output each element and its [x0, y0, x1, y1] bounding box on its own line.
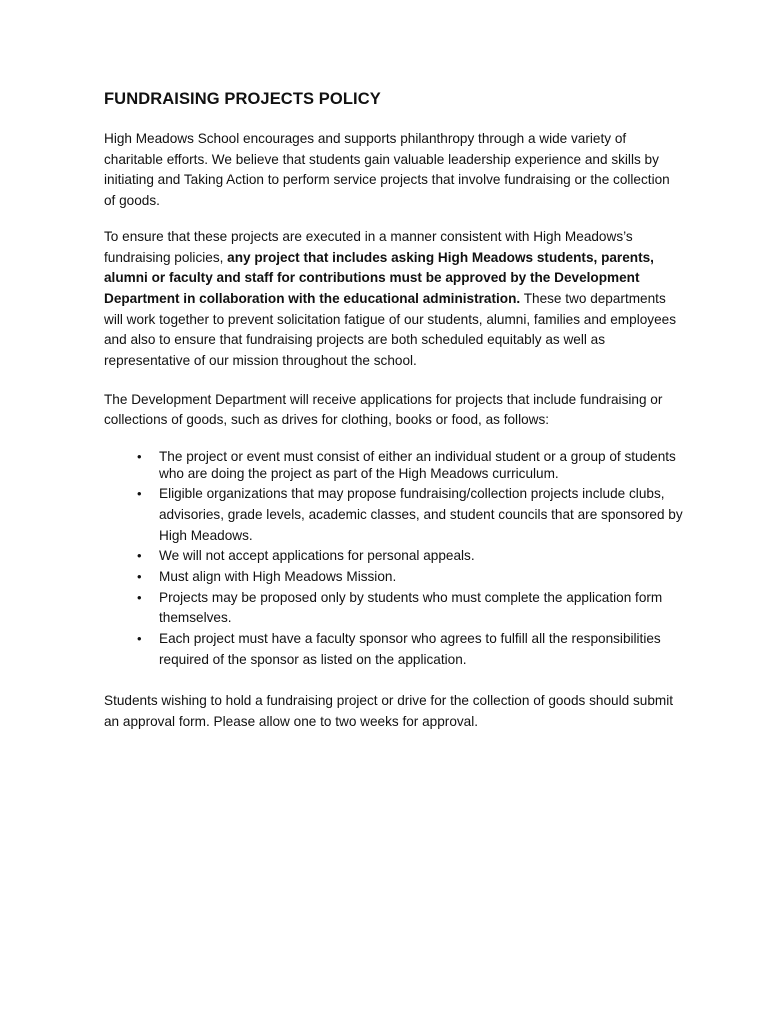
list-item-text: We will not accept applications for personal appeals.	[159, 548, 475, 564]
document-page	[104, 90, 684, 748]
policy-paragraph	[104, 227, 684, 372]
list-item-text: Each project must have a faculty sponsor who agrees to fulfill all the responsibilities required of the sponsor as listed on the application.	[159, 631, 661, 667]
list-item-text: Eligible organizations that may propose fundraising/collection projects include clubs, advisories, grade levels, academic classes, and student councils that are sponsored by High Meadows.	[159, 486, 683, 543]
policy-bold-text: any project that includes asking High Meadows students, parents, alumni or faculty and staff for contributions must be approved by the Development Department in collaboration with the educational administration.	[104, 249, 654, 306]
list-item	[137, 567, 684, 588]
applications-paragraph: The Development Department will receive applications for projects that include fundraising or collections of goods, such as drives for clothing, books or food, as follows:	[104, 391, 663, 428]
list-item	[137, 629, 684, 670]
intro-paragraph: High Meadows School encourages and supports philanthropy through a wide variety of charitable efforts. We believe that students gain valuable leadership experience and skills by initiating and Taking Action to perform service projects that involve fundraising or the collection of goods.	[104, 131, 670, 209]
bullet-icon: •	[137, 449, 142, 465]
list-item-text: Projects may be proposed only by students who must complete the application form themselves.	[159, 589, 663, 626]
bullet-icon: •	[137, 548, 142, 564]
bullet-icon: •	[137, 589, 142, 605]
list-item	[137, 484, 684, 546]
bullet-icon: •	[137, 568, 142, 584]
policy-rest-text: These two departments will work together to prevent solicitation fatigue of our students, alumni, families and employees and also to ensure that fundraising projects are both scheduled equitably as well as representative of our mission throughout the school.	[104, 290, 676, 369]
requirements-list	[104, 449, 684, 670]
bullet-icon: •	[137, 631, 142, 647]
list-item	[137, 449, 684, 484]
list-item	[137, 588, 684, 629]
list-item	[137, 546, 684, 567]
bullet-icon: •	[137, 486, 142, 502]
list-item-text: The project or event must consist of either an individual student or a group of students who are doing the project as part of the High Meadows curriculum.	[159, 449, 676, 481]
page-title: FUNDRAISING PROJECTS POLICY	[104, 90, 381, 108]
list-item-text: Must align with High Meadows Mission.	[159, 568, 397, 584]
policy-intro-text: To ensure that these projects are executed in a manner consistent with High Meadows’s fundraising policies,	[104, 228, 633, 265]
closing-paragraph: Students wishing to hold a fundraising project or drive for the collection of goods should submit an approval form. Please allow one to two weeks for approval.	[104, 693, 673, 730]
